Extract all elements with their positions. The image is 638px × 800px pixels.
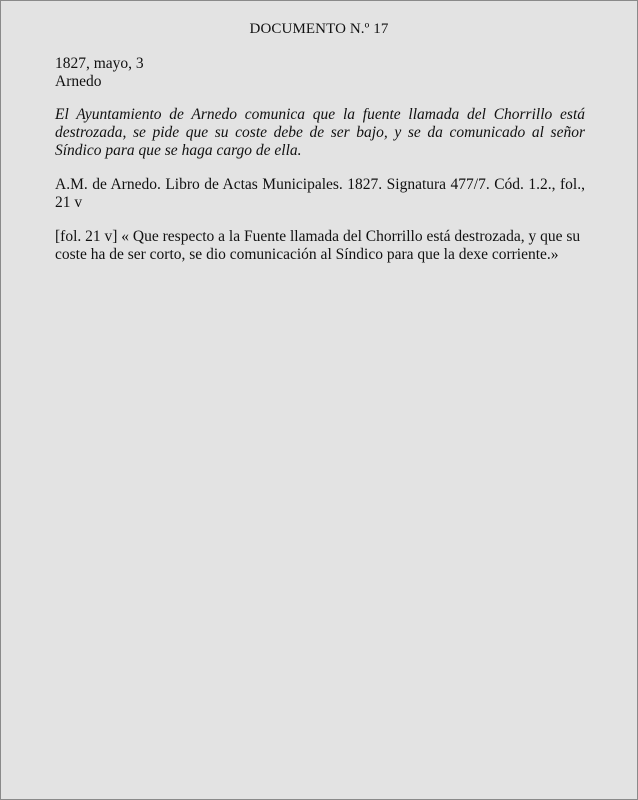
document-transcription: [55, 228, 585, 264]
document-summary: El Ayuntamiento de Arnedo comunica que la fuente llamada del Chorrillo está destrozada, se pide que su coste debe de ser bajo, y se da comunicado al señor Síndico para que se haga cargo de ella.: [55, 106, 585, 159]
document-place: Arnedo: [55, 73, 102, 90]
document-title: DOCUMENTO N.º 17: [249, 21, 389, 37]
document-source-reference: A.M. de Arnedo. Libro de Actas Municipales. 1827. Signatura 477/7. Cód. 1.2., fol., 21 v: [55, 176, 585, 211]
document-date: 1827, mayo, 3: [55, 55, 144, 72]
transcription-line: coste ha de ser corto, se dio comunicación al Síndico para que la dexe corriente.»: [55, 246, 559, 263]
transcription-line: [fol. 21 v] « Que respecto a la Fuente llamada del Chorrillo está destrozada, y que su: [55, 228, 581, 245]
